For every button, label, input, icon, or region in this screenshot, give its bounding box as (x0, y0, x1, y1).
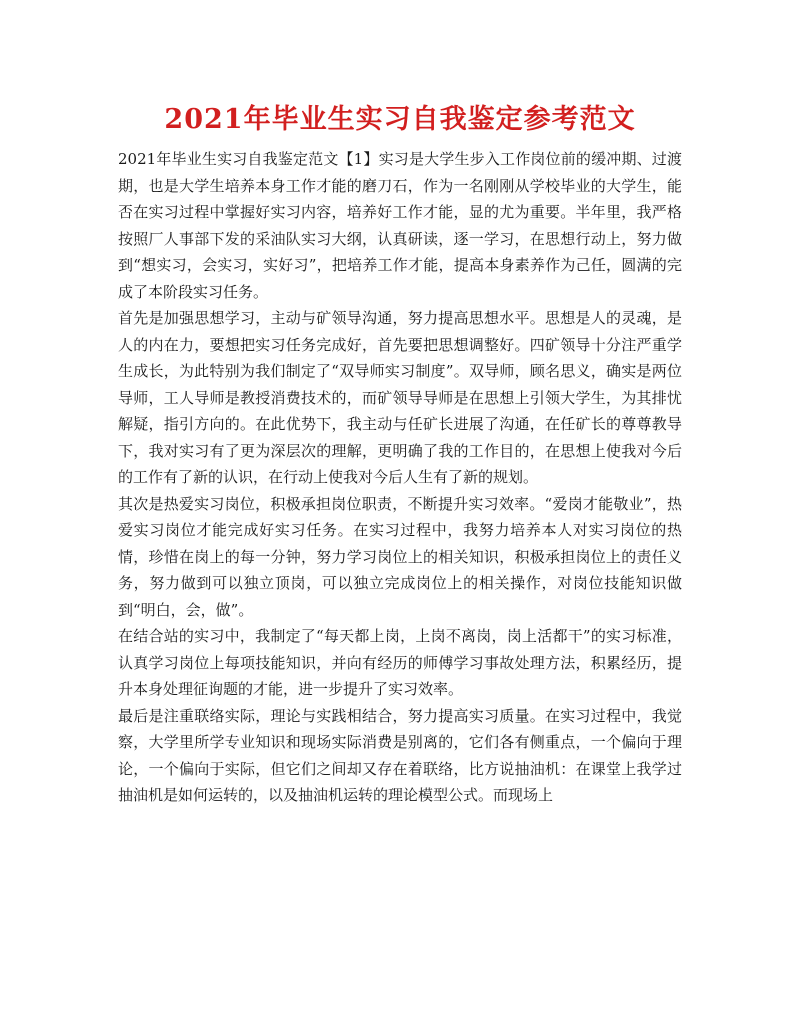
paragraph-2: 首先是加强思想学习，主动与矿领导沟通，努力提高思想水平。思想是人的灵魂，是人的内在力，要想把实习任务完成好，首先要把思想调整好。四矿领导十分注严重学生成长，为此特别为我们制定了“双导师实习制度”。双导师，顾名思义，确实是两位导师，工人导师是教授消费技术的，而矿领导导师是在思想上引领大学生，为其排忧解疑，指引方向的。在此优势下，我主动与任矿长进展了沟通，在任矿长的尊尊教导下，我对实习有了更为深层次的理解，更明确了我的工作目的，在思想上使我对今后的工作有了新的认识，在行动上使我对今后人生有了新的规划。 (118, 309, 682, 486)
document-title: 2021年毕业生实习自我鉴定参考范文 (164, 104, 636, 135)
paragraph-3: 其次是热爱实习岗位，积极承担岗位职责，不断提升实习效率。“爱岗才能敬业”，热爱实习岗位才能完成好实习任务。在实习过程中，我努力培养本人对实习岗位的热情，珍惜在岗上的每一分钟，努力学习岗位上的相关知识，积极承担岗位上的责任义务，努力做到可以独立顶岗，可以独立完成岗位上的相关操作，对岗位技能知识做到“明白，会，做”。 (118, 494, 682, 619)
paragraph-1: 2021年毕业生实习自我鉴定范文【1】实习是大学生步入工作岗位前的缓冲期、过渡期，也是大学生培养本身工作才能的磨刀石，作为一名刚刚从学校毕业的大学生，能否在实习过程中掌握好实习内容，培养好工作才能，显的尤为重要。半年里，我严格按照厂人事部下发的采油队实习大纲，认真研读，逐一学习，在思想行动上，努力做到“想实习，会实习，实好习”，把培养工作才能，提高本身素养作为己任，圆满的完成了本阶段实习任务。 (118, 150, 682, 301)
document-body (118, 146, 682, 809)
paragraph-4: 在结合站的实习中，我制定了“每天都上岗，上岗不离岗，岗上活都干”的实习标准，认真学习岗位上每项技能知识，并向有经历的师傅学习事故处理方法，积累经历，提升本身处理征询题的才能，进一步提升了实习效率。 (118, 627, 682, 698)
paragraph-5: 最后是注重联络实际，理论与实践相结合，努力提高实习质量。在实习过程中，我觉察，大学里所学专业知识和现场实际消费是别离的，它们各有侧重点，一个偏向于理论，一个偏向于实际，但它们之间却又存在着联络，比方说抽油机：在课堂上我学过抽油机是如何运转的，以及抽油机运转的理论模型公式。而现场上 (118, 706, 682, 804)
